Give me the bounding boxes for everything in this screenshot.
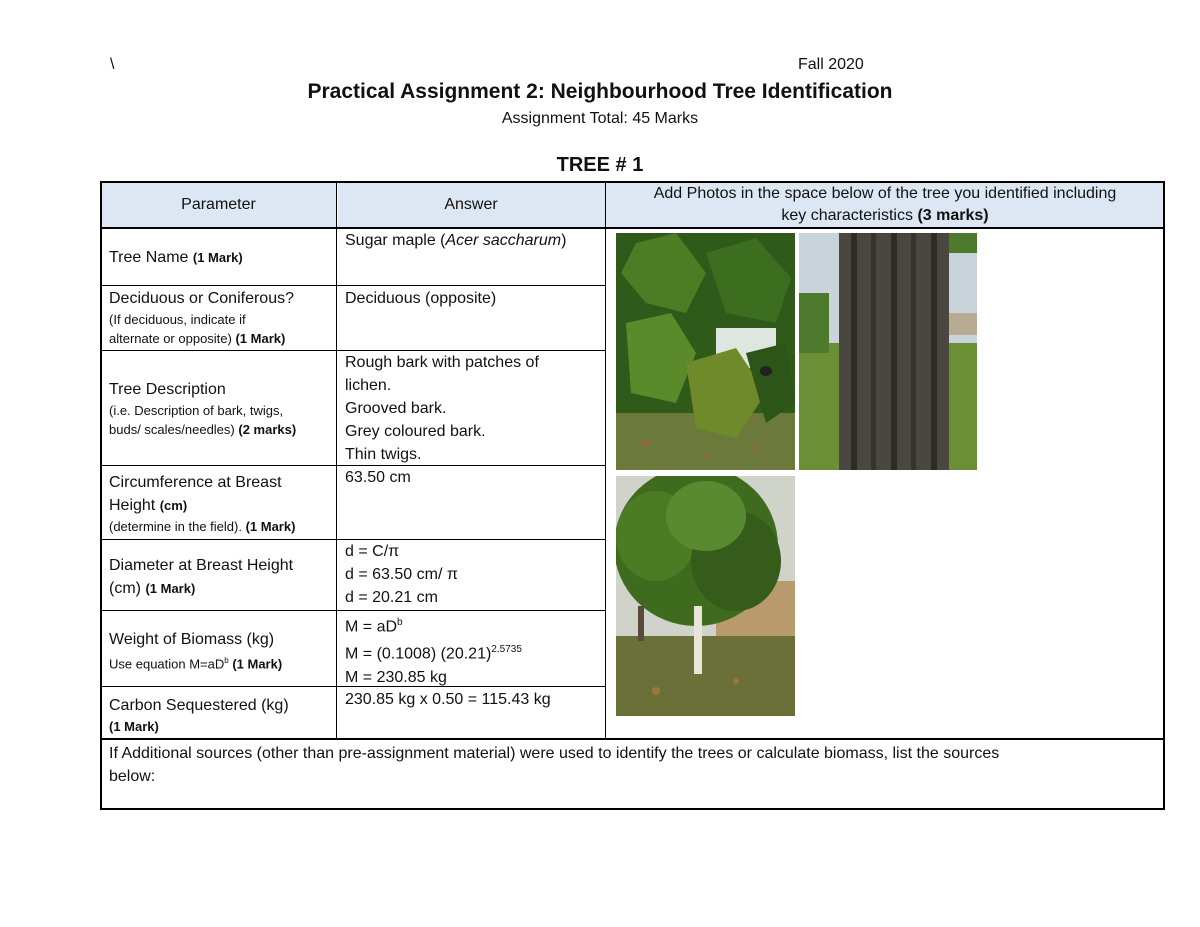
answer-deciduous: Deciduous (opposite) <box>345 290 497 307</box>
term-label: Fall 2020 <box>798 56 864 73</box>
answer-tree-name: Sugar maple (Acer saccharum) <box>345 232 567 249</box>
bark-photo <box>799 233 977 470</box>
column-header-parameter: Parameter <box>181 196 256 213</box>
answer-description: Rough bark with patches of lichen. Grooved bark. Grey coloured bark. Thin twigs. <box>345 354 539 463</box>
page-title: Practical Assignment 2: Neighbourhood Tree Identification <box>307 80 893 103</box>
param-diameter: Diameter at Breast Height (cm) (1 Mark) <box>109 557 294 597</box>
photos-header-line1: Add Photos in the space below of the tree you identified including <box>653 185 1117 202</box>
assignment-total: Assignment Total: 45 Marks <box>501 110 699 127</box>
param-circumference: Circumference at Breast Height (cm) (determine in the field). (1 Mark) <box>109 474 296 534</box>
column-header-answer: Answer <box>444 196 498 213</box>
answer-carbon: 230.85 kg x 0.50 = 115.43 kg <box>345 691 551 708</box>
answer-diameter: d = C/π d = 63.50 cm/ π d = 20.21 cm <box>345 543 458 606</box>
param-tree-name: Tree Name (1 Mark) <box>109 249 243 266</box>
leaf-photo <box>616 233 795 470</box>
column-header-photos <box>606 183 1164 227</box>
param-carbon: Carbon Sequestered (kg) (1 Mark) <box>109 697 289 734</box>
param-deciduous: Deciduous or Coniferous? (If deciduous, indicate if alternate or opposite) (1 Mark) <box>109 290 294 346</box>
tree-heading: TREE # 1 <box>556 154 644 176</box>
header-left-mark: \ <box>110 56 115 73</box>
whole-tree-photo <box>616 476 795 716</box>
param-biomass: Weight of Biomass (kg) Use equation $M=aD^b$ (1 Mark) <box>109 631 283 672</box>
answer-circumference: 63.50 cm <box>345 469 411 486</box>
photos-header-line2: key characteristics (3 marks) <box>781 207 989 224</box>
sources-prompt: If Additional sources (other than pre-assignment material) were used to identify the trees or calculate biomass, list the sources below: <box>109 745 1000 785</box>
tree-table <box>100 181 1165 810</box>
answer-biomass: $M = aD^b$ M = (0.1008) $(20.21)^{2.5735}$ M = 230.85 kg <box>345 617 522 686</box>
param-description: Tree Description (i.e. Description of bark, twigs, buds/ scales/needles) (2 marks) <box>109 381 297 437</box>
